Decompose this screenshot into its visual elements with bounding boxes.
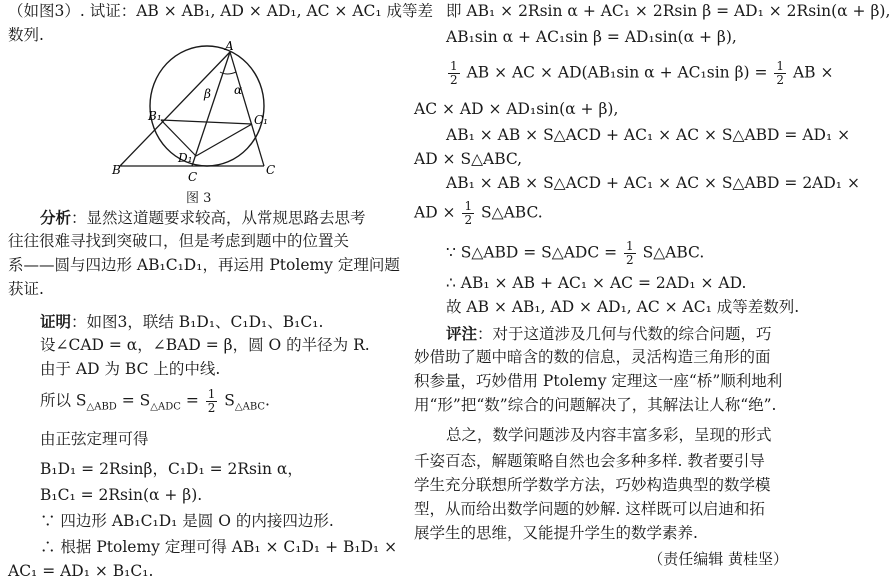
frac-den: 2 (450, 73, 458, 87)
conclusion-line: 故 AB × AB₁, AD × AD₁, AC × AC₁ 成等差数列. (446, 298, 800, 316)
fraction-half (774, 60, 786, 87)
analysis-line-3: 系——圆与四边形 AB₁C₁D₁，再运用 Ptolemy 定理问题 (8, 256, 400, 274)
frac-den: 2 (626, 253, 634, 267)
comment-line-4: 用“形”把“数”综合的问题解决了，其解法让人称“绝”. (414, 396, 777, 414)
eq-line-7: AB₁ × AB × S△ACD + AC₁ × AC × S△ABD = 2AD₁ × (446, 174, 860, 192)
figure-caption: 图 3 (186, 191, 212, 206)
fraction-half (448, 60, 460, 87)
proof-line-4 (8, 388, 270, 419)
eq-8d: S△ABC. (476, 203, 543, 222)
comment-label: 评注 (446, 324, 478, 343)
eq-line-10: ∴ AB₁ × AB + AC₁ × AC = 2AD₁ × AD. (446, 274, 747, 292)
eq-line-9 (414, 240, 704, 267)
label-c: C (266, 163, 276, 177)
proof-line-7: B₁C₁ = 2Rsin(α + β). (40, 486, 203, 504)
proof-line-8: ∵ 四边形 AB₁C₁D₁ 是圆 O 的内接四边形. (40, 512, 334, 530)
eq-line-3 (414, 60, 834, 87)
proof-line-5: 由正弦定理可得 (40, 430, 149, 448)
eq-line-5: AB₁ × AB × S△ACD + AC₁ × AC × S△ABD = AD₁ × (446, 126, 851, 144)
side-ab (120, 52, 230, 166)
label-beta: β (204, 87, 211, 101)
summary-line-2: 千姿百态，解题策略自然也会多种多样. 教者要引导 (414, 452, 765, 470)
frac-den: 2 (207, 401, 216, 415)
summary-line-3: 学生充分联想所学数学方法，巧妙构造典型的数学模 (414, 476, 771, 494)
proof-line-3: 由于 AD 为 BC 上的中线. (40, 360, 221, 378)
proof-4j: . (265, 391, 270, 410)
geometry-figure (112, 39, 292, 186)
summary-line-1: 总之，数学问题涉及内容丰富多彩，呈现的形式 (446, 426, 772, 444)
comment-text-1: ：对于这道涉及几何与代数的综合问题，巧 (477, 325, 772, 343)
proof-4h: S (219, 391, 235, 410)
label-alpha: α (234, 83, 243, 97)
eq-9d: S△ABC. (637, 243, 705, 262)
proof-line-10: AC₁ = AD₁ × B₁C₁. (8, 562, 154, 580)
median-ad (192, 52, 230, 166)
proof-4a: 所以 S (40, 391, 87, 410)
eq-line-6: AD × S△ABC, (414, 150, 523, 168)
eq-3-text: AB × AC × AD(AB₁sin α + AC₁sin β) = (461, 63, 773, 82)
frac-num: 1 (776, 59, 785, 73)
summary-line-5: 展学生的思维，又能提升学生的数学素养. (414, 524, 698, 542)
proof-4d: △ADC (150, 401, 181, 413)
problem-line-2: 数列. (8, 26, 44, 44)
proof-text-1: ：如图3，联结 B₁D₁、C₁D₁、B₁C₁. (71, 313, 324, 331)
label-b1: B₁ (148, 109, 162, 123)
frac-den: 2 (464, 213, 473, 227)
analysis-label: 分析 (40, 208, 72, 227)
fraction-half (462, 200, 474, 227)
eq-line-8 (414, 200, 543, 227)
eq-line-2: AB₁sin α + AC₁sin β = AD₁sin(α + β), (446, 28, 737, 46)
label-c-bottom: C (188, 170, 198, 184)
analysis-line-1 (8, 206, 366, 230)
comment-line-2: 妙借助了题中暗含的数的信息，灵活构造三角形的面 (414, 348, 771, 366)
proof-line-2: 设∠CAD = α，∠BAD = β，圆 O 的半径为 R. (40, 336, 370, 354)
proof-line-1 (8, 310, 323, 334)
eq-9a: ∵ S△ABD = S△ADC = (446, 243, 623, 262)
proof-label: 证明 (40, 312, 72, 331)
eq-8a: AD × (414, 203, 461, 222)
analysis-line-2: 往往很难寻找到突破口，但是考虑到题中的位置关 (8, 232, 350, 250)
fraction-half (206, 388, 218, 415)
analysis-line-4: 获证. (8, 280, 44, 298)
comment-line-3: 积参量，巧妙借用 Ptolemy 定理这一座“桥”顺利地利 (414, 372, 783, 390)
proof-line-6: B₁D₁ = 2Rsinβ，C₁D₁ = 2Rsin α， (40, 460, 303, 478)
label-b: B (112, 163, 121, 177)
proof-4b: △ABD (86, 401, 117, 413)
analysis-text-1: ：显然这道题要求较高，从常规思路去思考 (71, 209, 366, 227)
eq-line-4: AC × AD × AD₁sin(α + β), (414, 100, 619, 118)
editor-credit: （责任编辑 黄桂坚） (648, 550, 788, 568)
label-a: A (225, 39, 234, 53)
frac-num: 1 (464, 199, 473, 213)
circle-o (150, 46, 264, 166)
frac-num: 1 (207, 387, 216, 401)
proof-4c: = S (116, 391, 151, 410)
proof-4i: △ABC (234, 401, 266, 413)
label-c1: C₁ (254, 113, 268, 127)
problem-line-1: （如图3）. 试证：AB × AB₁, AD × AD₁, AC × AC₁ 成等差 (8, 2, 434, 20)
frac-den: 2 (776, 73, 785, 87)
label-d1: D₁ (178, 151, 193, 165)
frac-num: 1 (450, 59, 458, 73)
summary-line-4: 型，从而给出数学问题的妙解. 这样既可以启迪和拓 (414, 500, 765, 518)
proof-line-9: ∴ 根据 Ptolemy 定理可得 AB₁ × C₁D₁ + B₁D₁ × (40, 538, 398, 556)
proof-4e: = (180, 391, 204, 410)
fraction-half (624, 240, 636, 267)
eq-3-tail: AB × (788, 63, 834, 82)
eq-line-1: 即 AB₁ × 2Rsin α + AC₁ × 2Rsin β = AD₁ × 2Rsin(α + β), (446, 2, 890, 20)
frac-num: 1 (626, 239, 634, 253)
comment-line-1 (414, 322, 772, 346)
